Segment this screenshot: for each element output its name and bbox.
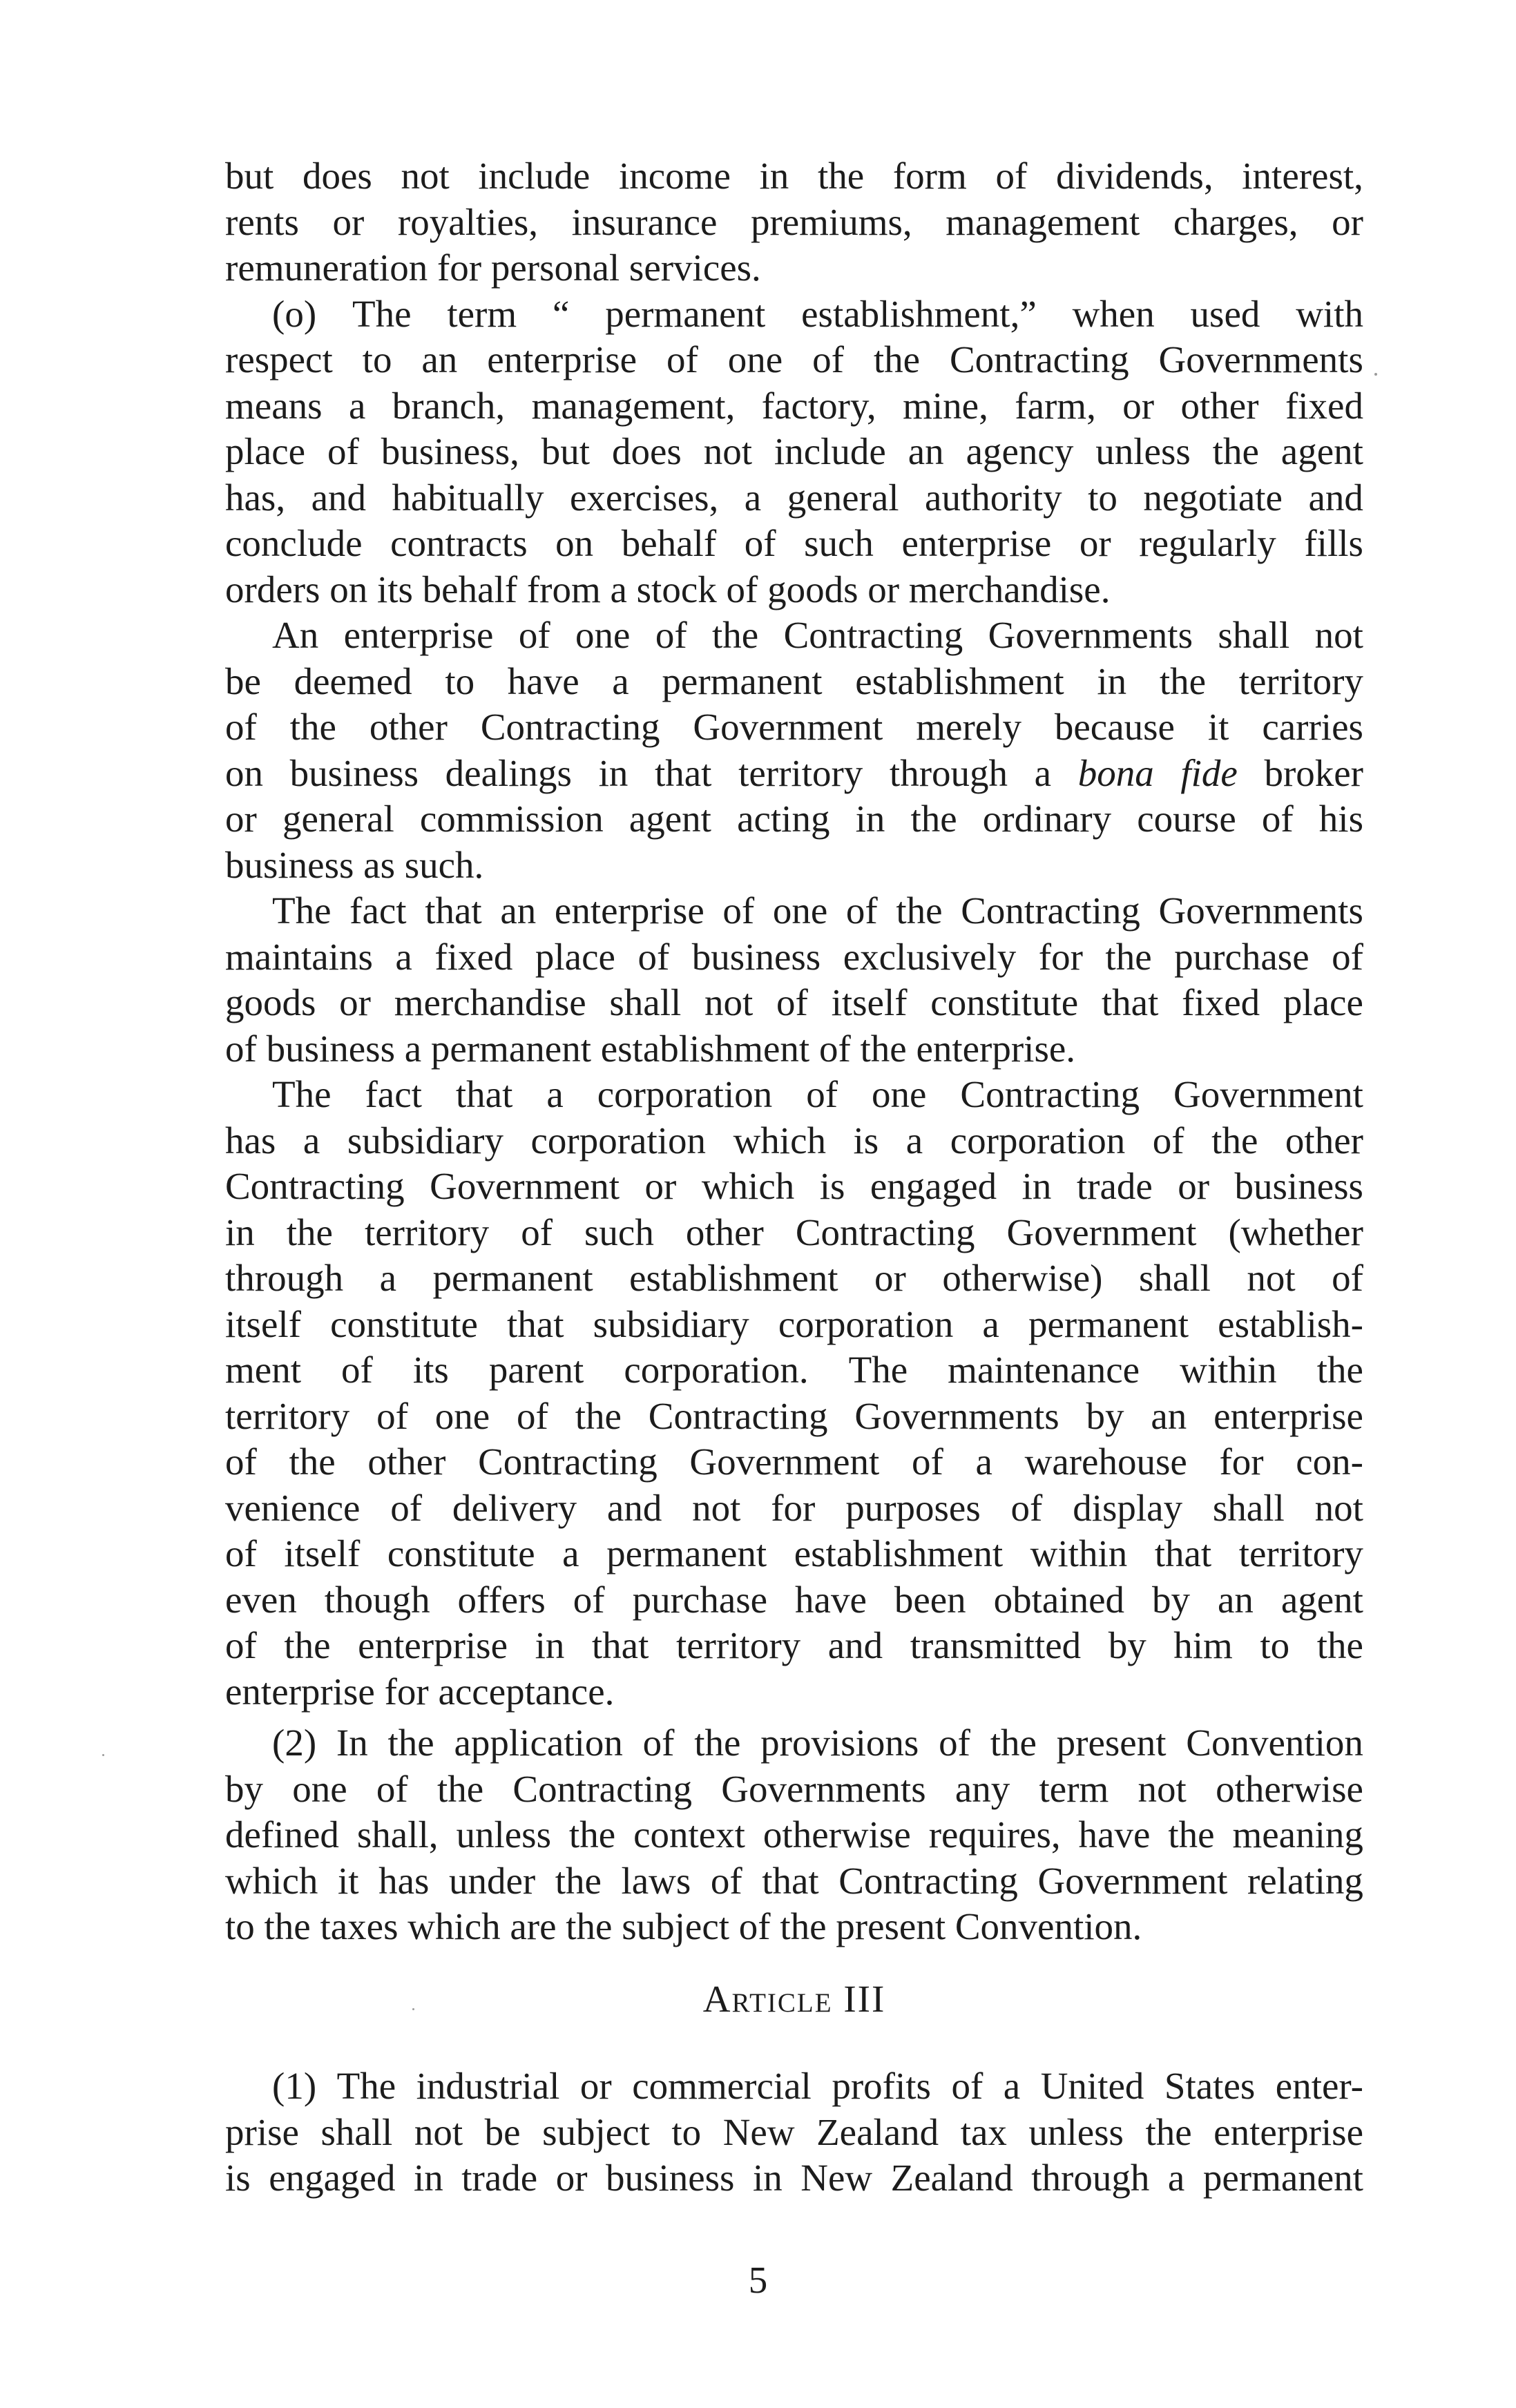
text-line: enterprise for acceptance. [225,1670,615,1713]
text-line: territory of one of the Contracting Governments by an enterprise [225,1394,1363,1437]
article-heading-row [225,1976,1363,2023]
text-line: even though offers of purchase have been obtained by an agent [225,1578,1363,1621]
text-line: The fact that a corporation of one Contracting Government [272,1073,1363,1115]
text-line: by one of the Contracting Governments any term not otherwise [225,1767,1363,1810]
page-number: 5 [748,2259,768,2301]
body-text [225,153,1363,1950]
text-line: means a branch, management, factory, mine, farm, or other fixed [225,384,1363,427]
article-heading: Article III [702,1978,886,2020]
text-line: orders on its behalf from a stock of goods or merchandise. [225,568,1111,610]
text-line: of itself constitute a permanent establishment within that territory [225,1532,1363,1574]
text-line: has a subsidiary corporation which is a corporation of the other [225,1119,1363,1162]
text-line: venience of delivery and not for purposes of display shall not [225,1486,1363,1529]
text-line: be deemed to have a permanent establishment in the territory [225,659,1363,702]
text-line: of the other Contracting Government merely because it carries [225,706,1363,748]
text-line: to the taxes which are the subject of the present Convention. [225,1905,1142,1947]
text-line: (1) The industrial or commercial profits of a United States enter- [272,2065,1363,2107]
text-line: maintains a fixed place of business exclusively for the purchase of [225,935,1363,978]
scan-speck [102,1754,104,1756]
text-line: in the territory of such other Contracting Government (whether [225,1211,1363,1253]
text-line: of the enterprise in that territory and transmitted by him to the [225,1624,1363,1666]
text-line: rents or royalties, insurance premiums, management charges, or [225,200,1363,243]
text-line: (o) The term “ permanent establishment,” when used with [272,292,1363,335]
text-line: remuneration for personal services. [225,247,761,289]
text-line: ment of its parent corporation. The maintenance within the [225,1349,1363,1391]
text-line: (2) In the application of the provisions of the present Convention [272,1722,1363,1764]
text-line: on business dealings in that territory through a bona fide broker [225,751,1363,794]
text-line: or general commission agent acting in the ordinary course of his [225,798,1363,840]
text-line: goods or merchandise shall not of itself constitute that fixed place [225,981,1363,1023]
text-line: has, and habitually exercises, a general authority to negotiate and [225,476,1363,519]
text-line: defined shall, unless the context otherwise requires, have the meaning [225,1813,1363,1856]
text-line: prise shall not be subject to New Zealand tax unless the enterprise [225,2110,1363,2153]
text-line: respect to an enterprise of one of the Contracting Governments [225,338,1363,381]
scan-speck [412,2008,414,2010]
scan-speck [1374,373,1377,376]
text-line: through a permanent establishment or otherwise) shall not of [225,1257,1363,1299]
text-line: An enterprise of one of the Contracting Governments shall not [272,614,1363,656]
article-text [225,2063,1363,2202]
text-line: Contracting Government or which is engaged in trade or business [225,1165,1363,1207]
text-line: business as such. [225,843,484,886]
text-line: The fact that an enterprise of one of the Contracting Governments [272,889,1363,932]
text-line: but does not include income in the form of dividends, interest, [225,155,1363,197]
text-line: conclude contracts on behalf of such enterprise or regularly fills [225,522,1363,564]
text-line: place of business, but does not include an agency unless the agent [225,430,1363,472]
text-line: of business a permanent establishment of the enterprise. [225,1027,1076,1070]
text-line: which it has under the laws of that Contracting Government relating [225,1859,1363,1902]
text-line: of the other Contracting Government of a warehouse for con- [225,1441,1363,1483]
text-line: is engaged in trade or business in New Zealand through a permanent [225,2157,1363,2199]
text-line: itself constitute that subsidiary corporation a permanent establish- [225,1302,1363,1345]
